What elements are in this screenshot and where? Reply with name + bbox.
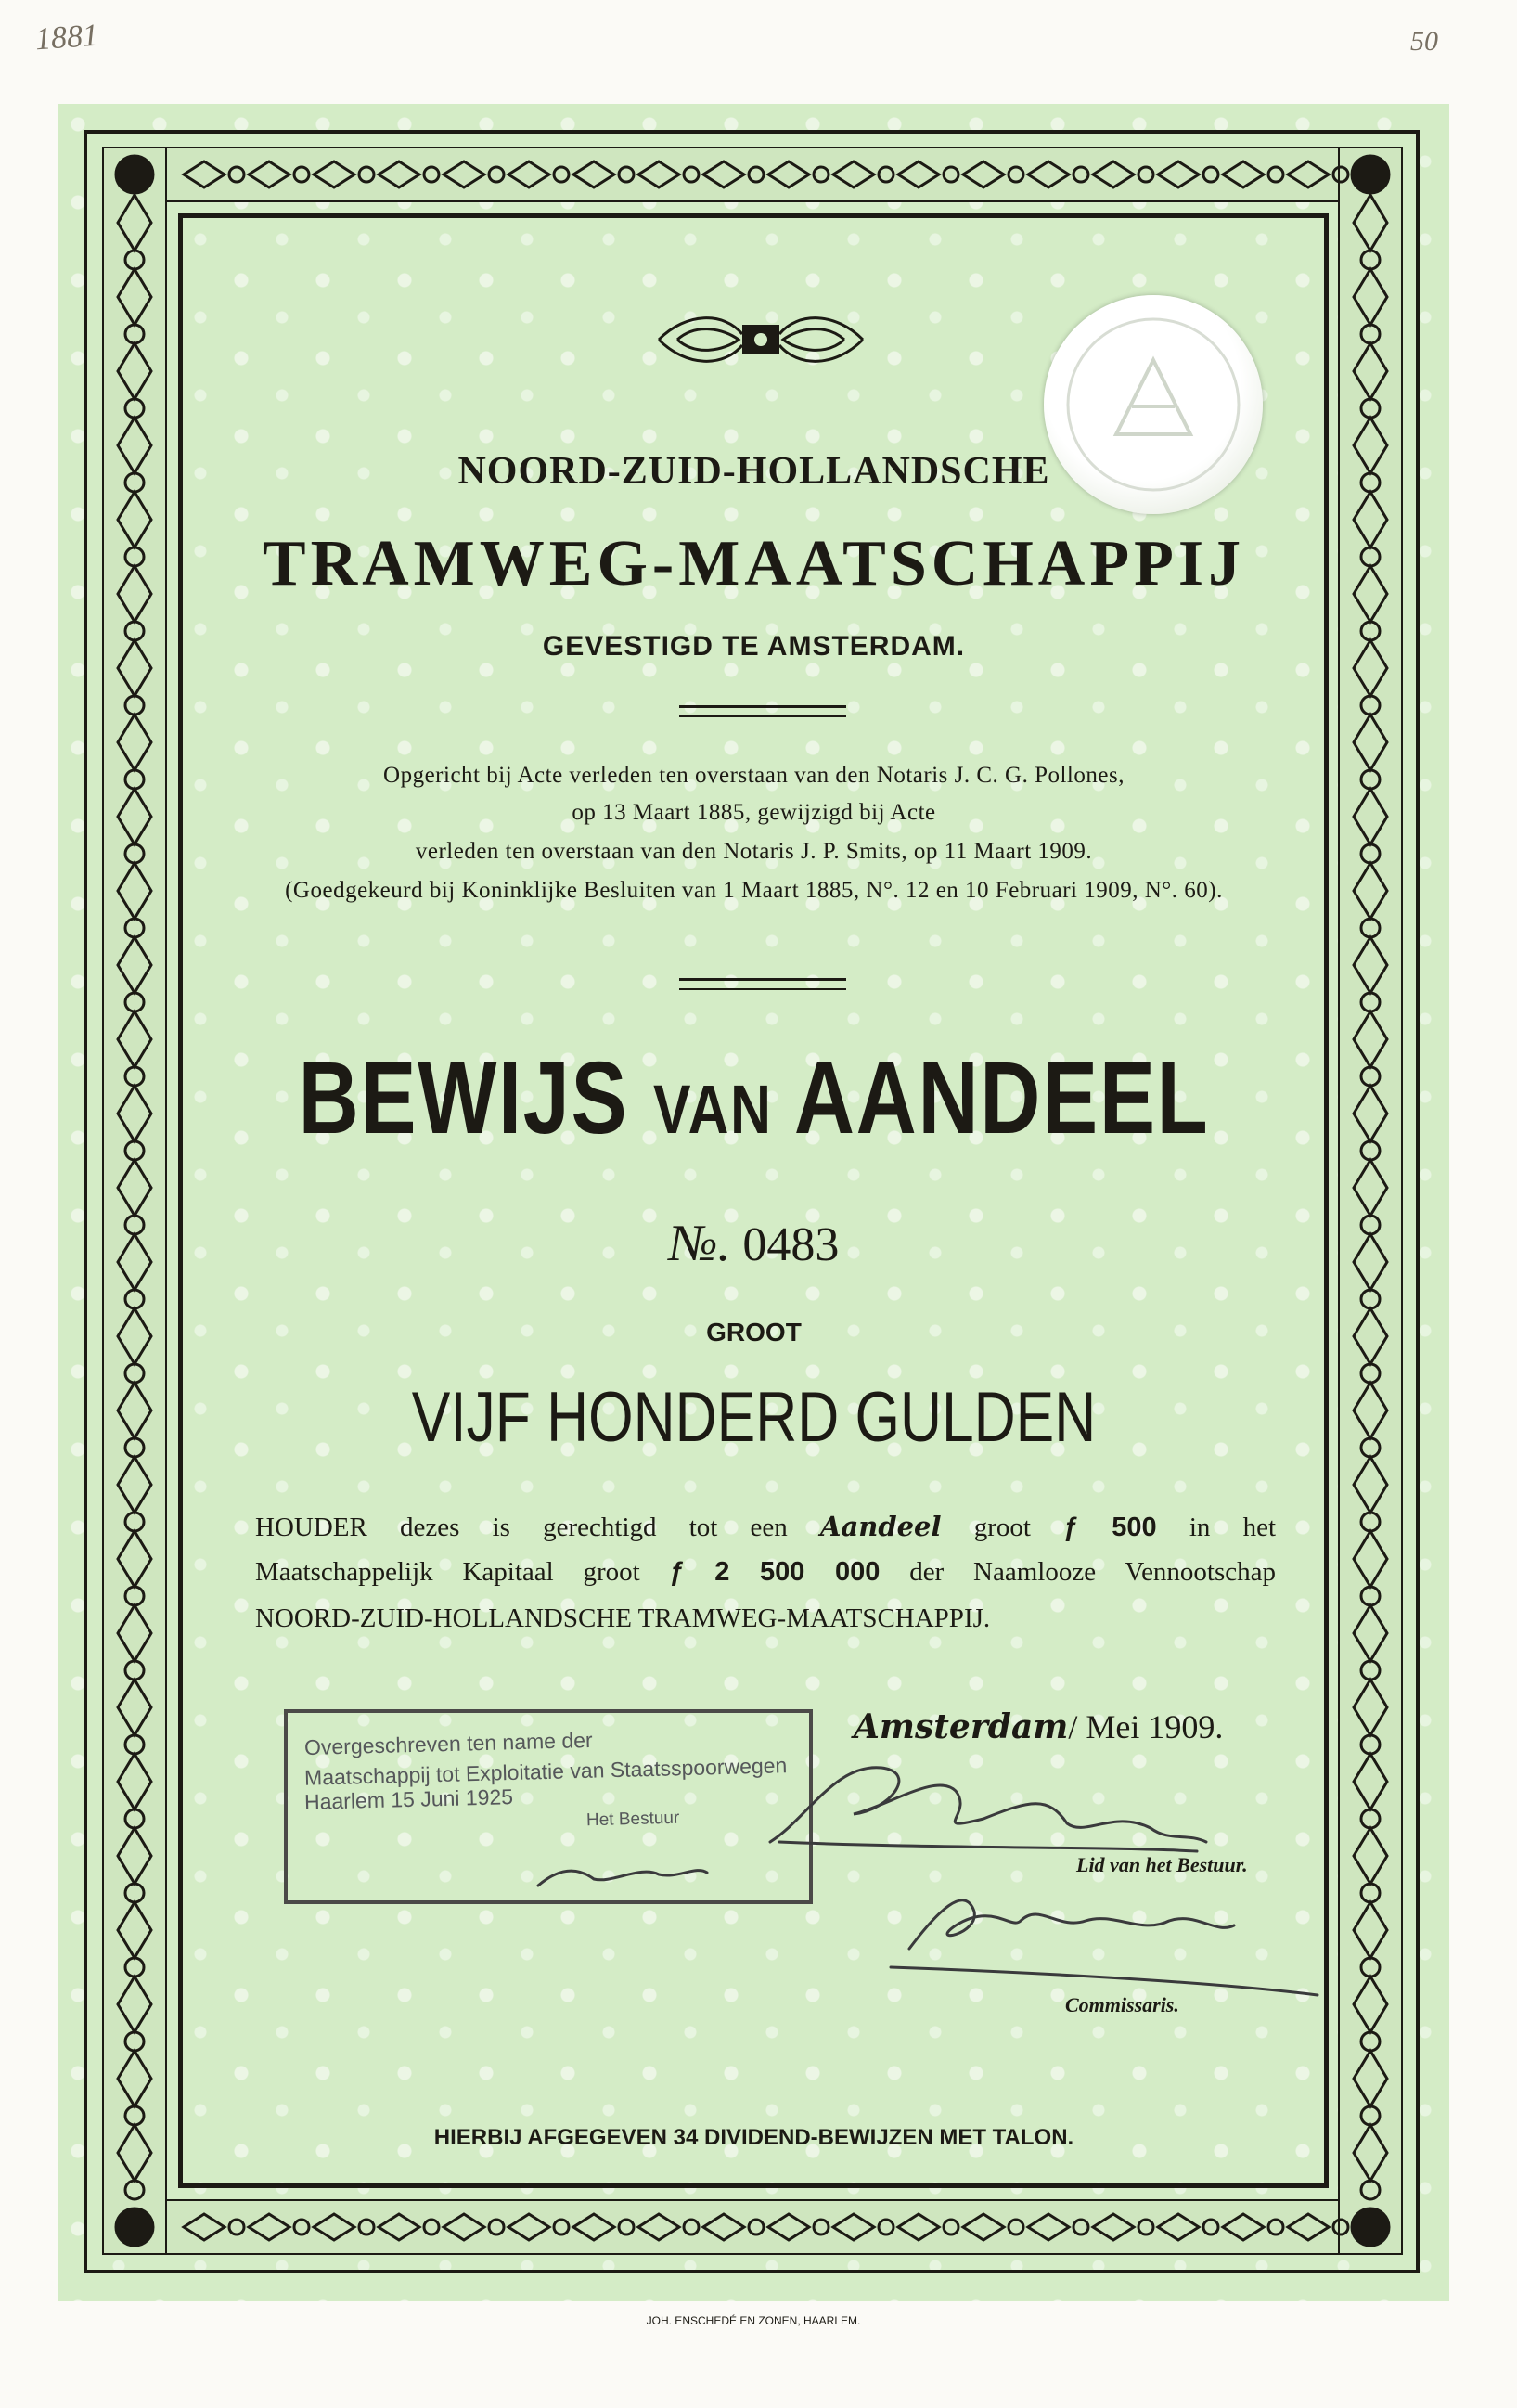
handwritten-note-number: 50 (1410, 26, 1438, 57)
board-signature (770, 1768, 1206, 1842)
signing-place: Amsterdam (854, 1707, 1069, 1746)
commissaris-signature (909, 1900, 1234, 1949)
aandeel-word: Aandeel (819, 1511, 942, 1542)
number-value: 0483 (742, 1218, 840, 1271)
date-slash: / (1068, 1708, 1086, 1745)
body-text: Maatschappelijk Kapitaal groot (255, 1557, 640, 1587)
stamp-line-3: Haarlem 15 Juni 1925 (303, 1784, 514, 1814)
body-line-3: NOORD-ZUID-HOLLANDSCHE TRAMWEG-MAATSCHAPPIJ. (255, 1603, 991, 1633)
company-name-line1: NOORD-ZUID-HOLLANDSCHE (457, 450, 1050, 493)
capital-amount: ƒ 2 500 000 (669, 1557, 881, 1587)
company-seat: GEVESTIGD TE AMSTERDAM. (542, 631, 966, 662)
groot-label: GROOT (706, 1318, 802, 1346)
stamp-line-1: Overgeschreven ten name der (303, 1727, 593, 1760)
title-word-1: BEWIJS (298, 1041, 629, 1155)
dividend-note: HIERBIJ AFGEGEVEN 34 DIVIDEND-BEWIJZEN MET TALON. (433, 2125, 1074, 2150)
stamp-signature (538, 1871, 707, 1886)
board-signature-underline (779, 1842, 1197, 1851)
deed-line-3: verleden ten overstaan van den Notaris J. P. Smits, op 11 Maart 1909. (415, 839, 1093, 864)
company-name-line2: TRAMWEG-MAATSCHAPPIJ (262, 528, 1246, 599)
share-amount: ƒ 500 (1063, 1513, 1157, 1542)
amount-in-words: VIJF HONDERD GULDEN (411, 1378, 1097, 1457)
number-prefix: №. (668, 1215, 731, 1272)
deed-line-2: op 13 Maart 1885, gewijzigd bij Acte (572, 800, 936, 825)
body-text: der Naamlooze Vennootschap (909, 1557, 1277, 1587)
signing-date: Mei 1909. (1086, 1708, 1224, 1745)
title-word-2: VAN (653, 1071, 773, 1148)
title-word-3: AANDEEL (793, 1041, 1210, 1155)
stamp-line-4: Het Bestuur (585, 1808, 680, 1831)
body-text: in het (1189, 1513, 1276, 1542)
deed-line-4: (Goedgekeurd bij Koninklijke Besluiten van 1 Maart 1885, N°. 12 en 10 Februari 1909, N°. 60). (285, 878, 1223, 903)
stamp-line-2: Maatschappij tot Exploitatie van Staatsspoorwegen (303, 1753, 788, 1790)
houder-word: HOUDER (255, 1513, 367, 1542)
handwritten-note-year: 1881 (33, 18, 100, 58)
deed-line-1: Opgericht bij Acte verleden ten overstaan van den Notaris J. C. G. Pollones, (383, 763, 1125, 788)
body-text: dezes is gerechtigd tot een (400, 1513, 788, 1542)
role-board-member: Lid van het Bestuur. (1076, 1853, 1248, 1876)
body-text: groot (973, 1513, 1031, 1542)
printer-imprint: JOH. ENSCHEDÉ EN ZONEN, HAARLEM. (646, 2314, 861, 2327)
commissaris-signature-underline (891, 1967, 1318, 1995)
role-commissaris: Commissaris. (1065, 1993, 1179, 2016)
